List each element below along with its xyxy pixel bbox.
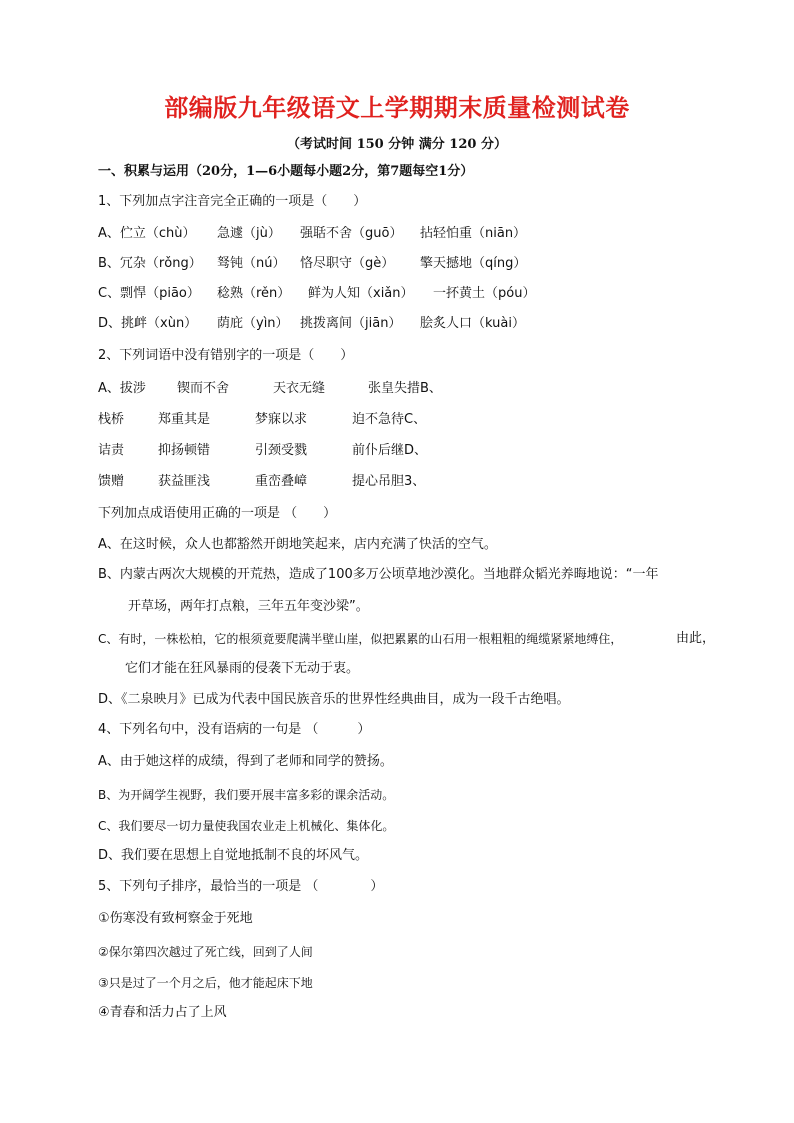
q2-word: 重峦叠嶂 — [255, 474, 308, 489]
q4-option-a: A、由于她这样的成绩，得到了老师和同学的赞扬。 — [98, 754, 393, 769]
q2-word: 诘责 — [98, 443, 125, 458]
q1-stem: 1、下列加点字注音完全正确的一项是（ ） — [98, 194, 367, 209]
q3-option-d: D、《二泉映月》已成为代表中国民族音乐的世界性经典曲目，成为一段千古绝唱。 — [98, 692, 570, 707]
page-title: 部编版九年级语文上学期期末质量检测试卷 — [164, 93, 630, 122]
q2-word: 郑重其是 — [158, 412, 211, 427]
q3-option-c: C、有时，一株松柏，它的根须竟要爬满半壁山崖，似把累累的山石用一根粗粗的绳缆紧紧地缚住， — [98, 632, 623, 646]
q2-word: 迫不急待C、 — [352, 412, 427, 427]
q5-item: ④青春和活力占了上风 — [98, 1005, 227, 1020]
q1-option-d-word: 脍炙人口（kuài） — [420, 316, 525, 331]
q5-stem: 5、下列句子排序，最恰当的一项是 （ ） — [98, 879, 384, 894]
q2-word: A、拔涉 — [98, 381, 146, 396]
q1-option-a-word: 强聒不舍（guō） — [300, 226, 403, 241]
q1-option-b: B、冗杂（rǒng） — [98, 256, 202, 271]
q2-word: 梦寐以求 — [255, 412, 308, 427]
q4-option-b: B、为开阔学生视野，我们要开展丰富多彩的课余活动。 — [98, 788, 395, 802]
q1-option-a: A、伫立（chù） — [98, 226, 196, 241]
q1-option-a-word: 拈轻怕重（niān） — [420, 226, 527, 241]
q4-option-c: C、我们要尽一切力量使我国农业走上机械化、集体化。 — [98, 819, 395, 833]
q2-word: 张皇失措B、 — [368, 381, 442, 396]
q2-word: 提心吊胆3、 — [352, 474, 426, 489]
q1-option-c-word: 鲜为人知（xiǎn） — [308, 286, 414, 301]
q4-stem: 4、下列名句中，没有语病的一句是 （ ） — [98, 722, 371, 737]
q2-stem: 2、下列词语中没有错别字的一项是（ ） — [98, 348, 354, 363]
q2-word: 获益匪浅 — [158, 474, 211, 489]
q1-option-b-word: 恪尽职守（gè） — [300, 256, 395, 271]
q5-item: ②保尔第四次越过了死亡线，回到了人间 — [98, 945, 313, 959]
q3-option-c-cont: 它们才能在狂风暴雨的侵袭下无动于衷。 — [125, 661, 360, 676]
exam-subtitle: （考试时间 150 分钟 满分 120 分） — [287, 137, 507, 152]
q3-option-b-cont: 开草场，两年打点粮，三年五年变沙梁”。 — [128, 599, 369, 614]
q1-option-c: C、剽悍（piāo） — [98, 286, 200, 301]
q1-option-d-word: 挑拨离间（jiān） — [300, 316, 402, 331]
q1-option-c-word: 一抔黄土（póu） — [433, 286, 536, 301]
q2-word: 引颈受戮 — [255, 443, 308, 458]
q2-word: 馈赠 — [98, 474, 125, 489]
q5-item: ③只是过了一个月之后，他才能起床下地 — [98, 976, 313, 990]
section-heading: 一、积累与运用（20分，1—6小题每小题2分，第7题每空1分） — [98, 164, 474, 179]
q2-word: 抑扬顿错 — [158, 443, 211, 458]
q3-option-c-tail: 由此， — [676, 631, 716, 646]
q2-word: 天衣无缝 — [273, 381, 326, 396]
q3-stem: 下列加点成语使用正确的一项是 （ ） — [98, 506, 337, 521]
q2-word: 前仆后继D、 — [352, 443, 428, 458]
q1-option-b-word: 驽钝（nú） — [217, 256, 286, 271]
q1-option-a-word: 急遽（jù） — [217, 226, 281, 241]
q4-option-d: D、我们要在思想上自觉地抵制不良的坏风气。 — [98, 848, 369, 863]
q5-item: ①伤寒没有致柯察金于死地 — [98, 911, 253, 926]
q1-option-b-word: 擎天撼地（qíng） — [420, 256, 527, 271]
q3-option-a: A、在这时候，众人也都豁然开朗地笑起来，店内充满了快活的空气。 — [98, 537, 497, 552]
q1-option-d-word: 荫庇（yìn） — [217, 316, 289, 331]
q3-option-b: B、内蒙古两次大规模的开荒热，造成了100多万公顷草地沙漠化。当地群众韬光养晦地说：“一年 — [98, 567, 659, 582]
q2-word: 栈桥 — [98, 412, 125, 427]
q1-option-d: D、挑衅（xùn） — [98, 316, 198, 331]
q2-word: 锲而不舍 — [177, 381, 230, 396]
q1-option-c-word: 稔熟（rěn） — [217, 286, 291, 301]
